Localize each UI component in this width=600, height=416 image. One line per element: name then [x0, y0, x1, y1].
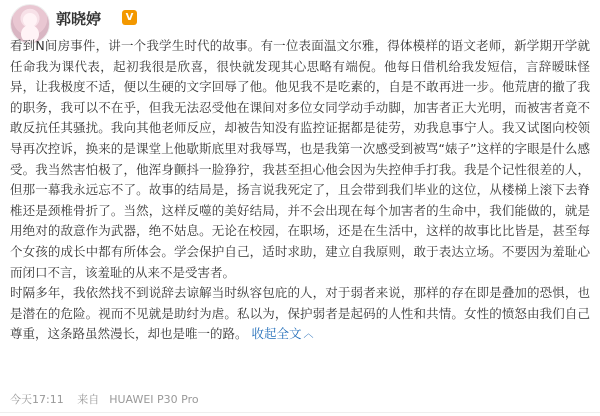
post-paragraph-2-text: 时隔多年，我依然找不到说辞去谅解当时纵容包庇的人，对于弱者来说，那样的存在即是叠加的恐惧，也是潜在的危险。视而不见就是助纣为虐。私以为，保护弱者是起码的人性和共情。女性的愤怒由我们自己尊重，这条路虽然漫长，却也是唯一的路。 — [10, 285, 590, 342]
post-device[interactable]: HUAWEI P30 Pro — [109, 393, 199, 406]
divider — [0, 412, 600, 413]
post-body — [10, 36, 590, 347]
verified-badge-icon: V — [122, 10, 137, 25]
chevron-up-icon: ︿ — [303, 329, 314, 341]
post-paragraph-1: 看到N间房事件，讲一个我学生时代的故事。有一位表面温文尔雅，得体模样的语文老师，新学期开学就任命我为课代表，起初我很是欣喜，很快就发现其心思略有端倪。他每日借机给我发短信，言辞暧昧怪异，让我极度不适，便以生硬的文字回辱了他。他见我不是吃素的，自是不敢再进一步。他荒唐的撤了我的职务，我可以不在乎，但我无法忍受他在课间对多位女同学动手动脚，加害者正大光明，而被害者竟不敢反抗任其骚扰。我向其他老师反应，却被告知没有监控证据都是徒劳，劝我息事宁人。我又试图向校领导再次控诉，换来的是课堂上他歇斯底里对我辱骂，也是我第一次感受到被骂“婊子”这样的字眼是什么感受。我当然害怕极了，他浑身颤抖一脸狰狞，我甚至担心他会因为失控伸手打我。我是个记性很差的人，但那一幕我永远忘不了。故事的结局是，扬言说我死定了，且会带到我们毕业的这位，从楼梯上滚下去脊椎还是颈椎骨折了。当然，这样反噬的美好结局，并不会出现在每个加害者的生命中，我们能做的，就是用绝对的敌意作为武器，绝不姑息。无论在校园，在职场，还是在生活中，这样的故事比比皆是，甚至每个女孩的成长中都有所体会。学会保护自己，适时求助，建立自我原则，敢于表达立场。不要因为羞耻心而闭口不言，该羞耻的从来不是受害者。 — [10, 38, 590, 280]
post-time: 今天17:11 — [10, 393, 64, 406]
collapse-label: 收起全文 — [251, 326, 302, 342]
post-source-prefix: 来自 — [77, 393, 100, 406]
post-meta — [10, 391, 209, 407]
post-paragraph-2 — [10, 283, 590, 347]
user-name[interactable]: 郭晓婷 — [56, 10, 102, 28]
collapse-full-text-link[interactable] — [252, 326, 314, 341]
